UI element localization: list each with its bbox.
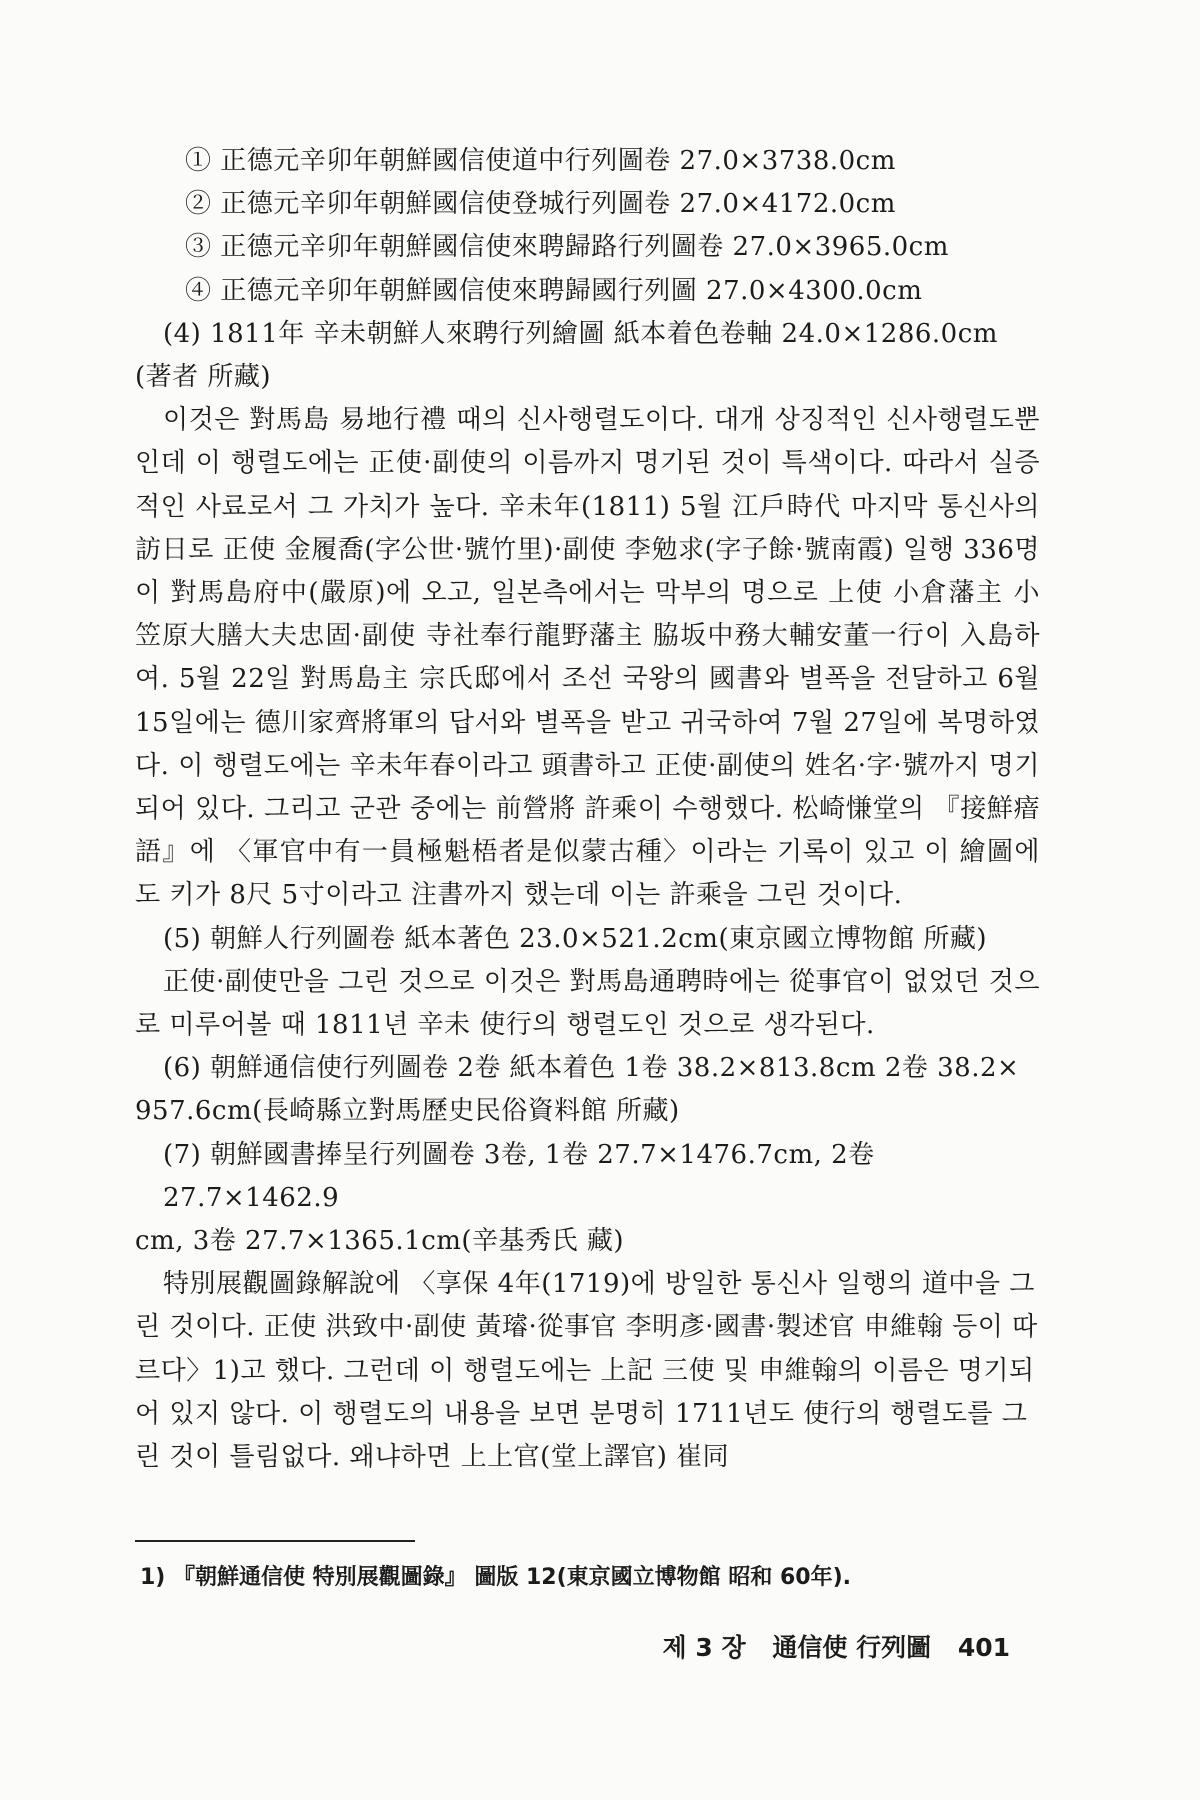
list-item: ① 正德元辛卯年朝鮮國信使道中行列圖卷 27.0×3738.0cm: [185, 146, 896, 176]
entry-5-heading: (5) 朝鮮人行列圖卷 紙本著色 23.0×521.2cm(東京國立博物館 所藏): [163, 923, 987, 954]
chapter-title: 通信使 行列圖: [772, 1633, 932, 1662]
entry-4-heading: (4) 1811年 辛未朝鮮人來聘行列繪圖 紙本着色卷軸 24.0×1286.0cm: [163, 318, 998, 349]
list-item: ② 正德元辛卯年朝鮮國信使登城行列圖卷 27.0×4172.0cm: [185, 189, 896, 220]
chapter-label: 제 3 장: [662, 1633, 746, 1662]
entry-4-collection: (著者 所藏): [135, 362, 272, 393]
list-item: ③ 正德元辛卯年朝鮮國信使來聘歸路行列圖卷 27.0×3965.0cm: [185, 232, 949, 263]
entry-6-heading: (6) 朝鮮通信使行列圖卷 2卷 紙本着色 1卷 38.2×813.8cm 2卷 38.2×: [163, 1053, 1020, 1084]
entry-6-collection: 957.6cm(長崎縣立對馬歷史民俗資料館 所藏): [135, 1096, 680, 1127]
footnote: 1) 『朝鮮通信使 特別展觀圖錄』 圖版 12(東京國立博物館 昭和 60年).: [140, 1565, 852, 1590]
running-footer: [663, 1628, 1010, 1664]
paragraph-1: 이것은 對馬島 易地行禮 때의 신사행렬도이다. 대개 상징적인 신사행렬도뿐인데 이 행렬도에는 正使·副使의 이름까지 명기된 것이 특색이다. 따라서 실증적인 사료로서 그 가치가 높다. 辛未年(1811) 5월 江戶時代 마지막 통신사의 訪日로 正使 金履喬(字公世·號竹里)·副使 李勉求(字子餘·號南霞) 일행 336명이 對馬島府中(嚴原)에 오고, 일본측에서는 막부의 명으로 上使 小倉藩主 小笠原大膳大夫忠固·副使 寺社奉行龍野藩主 脇坂中務大輔安董一行이 入島하여. 5월 22일 對馬島主 宗氏邸에서 조선 국왕의 國書와 별폭을 전달하고 6월 15일에는 德川家齊將軍의 답서와 별폭을 받고 귀국하여 7월 27일에 복명하였다. 이 행렬도에는 辛未年春이라고 頭書하고 正使·副使의 姓名·字·號까지 명기되어 있다. 그리고 군관 중에는 前營將 許乘이 수행했다. 松崎慊堂의 『接鮮瘖語』에 〈軍官中有一員極魁梧者是似蒙古種〉이라는 기록이 있고 이 繪圖에도 키가 8尺 5寸이라고 注書까지 했는데 이는 許乘을 그린 것이다.: [135, 405, 1040, 911]
entry-7-heading: (7) 朝鮮國書捧呈行列圖卷 3卷, 1卷 27.7×1476.7cm, 2卷 27.7×1462.9: [163, 1139, 875, 1213]
paragraph-3: 特別展觀圖錄解說에 〈享保 4年(1719)에 방일한 통신사 일행의 道中을 그린 것이다. 正使 洪致中·副使 黃璿·從事官 李明彥·國書·製述官 申維翰 등이 따르다〉1)고 했다. 그런데 이 행렬도에는 上記 三使 및 申維翰의 이름은 명기되어 있지 않다. 이 행렬도의 내용을 보면 분명히 1711년도 使行의 행렬도를 그린 것이 틀림없다. 왜냐하면 上上官(堂上譯官) 崔同: [135, 1269, 1038, 1473]
page-number: 401: [957, 1633, 1010, 1662]
paragraph-2: 正使·副使만을 그린 것으로 이것은 對馬島通聘時에는 從事官이 없었던 것으로 미루어볼 때 1811년 辛未 使行의 행렬도인 것으로 생각된다.: [135, 966, 1040, 1041]
main-text: [135, 140, 1040, 1479]
entry-7-collection: cm, 3卷 27.7×1365.1cm(辛基秀氏 藏): [135, 1226, 624, 1257]
footnote-divider: [135, 1540, 415, 1542]
list-item: ④ 正德元辛卯年朝鮮國信使來聘歸國行列圖 27.0×4300.0cm: [185, 275, 923, 306]
